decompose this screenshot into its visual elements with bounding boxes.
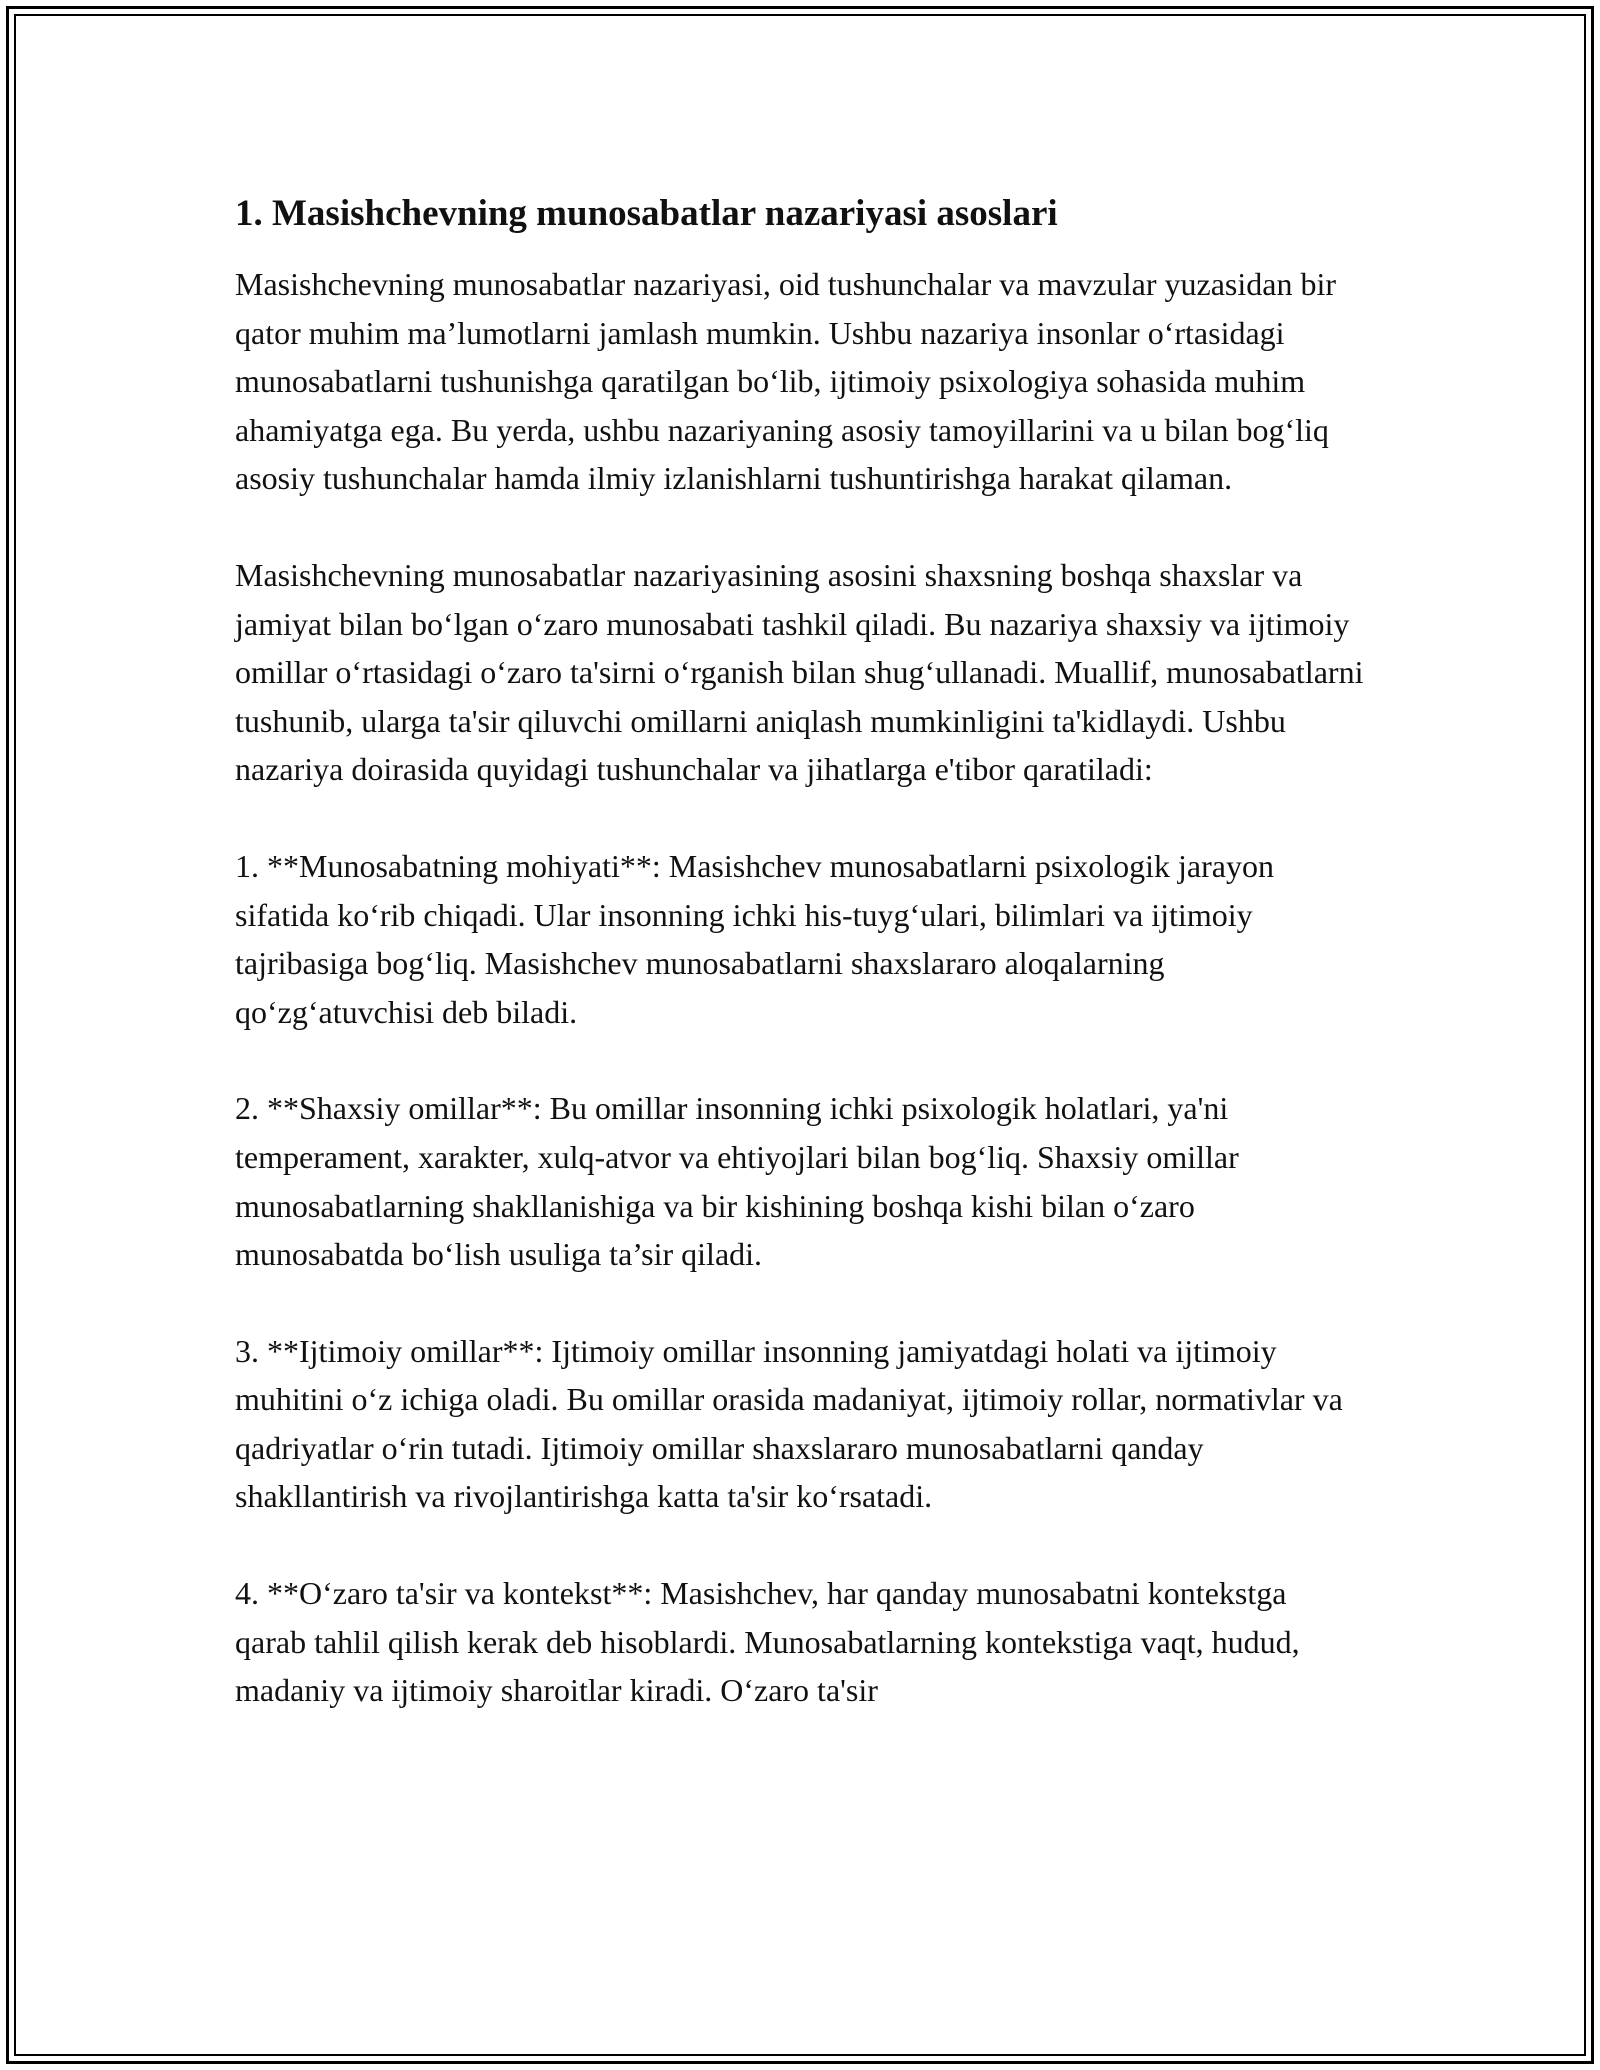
section-heading: 1. Masishchevning munosabatlar nazariyasi asoslari [235,193,1058,234]
list-item-3: 3. **Ijtimoiy omillar**: Ijtimoiy omillar insonning jamiyatdagi holati va ijtimoiy muhitini o‘z ichiga oladi. Bu omillar orasida madaniyat, ijtimoiy rollar, normativlar va qadriyatlar o‘rin tutadi. Ijtimoiy omillar shaxslararo munosabatlarni qanday shakllantirish va rivojlantirishga katta ta'sir ko‘rsatadi. [235,1332,1343,1515]
document-body [235,186,1365,1763]
paragraph-intro: Masishchevning munosabatlar nazariyasi, oid tushunchalar va mavzular yuzasidan bir qator muhim ma’lumotlarni jamlash mumkin. Ushbu nazariya insonlar o‘rtasidagi munosabatlarni tushunishga qaratilgan bo‘lib, ijtimoiy psixologiya sohasida muhim ahamiyatga ega. Bu yerda, ushbu nazariyaning asosiy tamoyillarini va u bilan bog‘liq asosiy tushunchalar hamda ilmiy izlanishlarni tushuntirishga harakat qilaman. [235,266,1336,497]
list-item-2: 2. **Shaxsiy omillar**: Bu omillar insonning ichki psixologik holatlari, ya'ni temperament, xarakter, xulq-atvor va ehtiyojlari bilan bog‘liq. Shaxsiy omillar munosabatlarning shakllanishiga va bir kishining boshqa kishi bilan o‘zaro munosabatda bo‘lish usuliga ta’sir qiladi. [235,1090,1239,1273]
paragraph-basis: Masishchevning munosabatlar nazariyasining asosini shaxsning boshqa shaxslar va jamiyat bilan bo‘lgan o‘zaro munosabati tashkil qiladi. Bu nazariya shaxsiy va ijtimoiy omillar o‘rtasidagi o‘zaro ta'sirni o‘rganish bilan shug‘ullanadi. Muallif, munosabatlarni tushunib, ularga ta'sir qiluvchi omillarni aniqlash mumkinligini ta'kidlaydi. Ushbu nazariya doirasida quyidagi tushunchalar va jihatlarga e'tibor qaratiladi: [235,556,1364,788]
list-item-4: 4. **O‘zaro ta'sir va kontekst**: Masishchev, har qanday munosabatni kontekstga qarab tahlil qilish kerak deb hisoblardi. Munosabatlarning kontekstiga vaqt, hudud, madaniy va ijtimoiy sharoitlar kiradi. O‘zaro ta'sir [235,1575,1300,1709]
list-item-1: 1. **Munosabatning mohiyati**: Masishchev munosabatlarni psixologik jarayon sifatida ko‘rib chiqadi. Ular insonning ichki his-tuyg‘ulari, bilimlari va ijtimoiy tajribasiga bog‘liq. Masishchev munosabatlarni shaxslararo aloqalarning qo‘zg‘atuvchisi deb biladi. [235,847,1274,1030]
